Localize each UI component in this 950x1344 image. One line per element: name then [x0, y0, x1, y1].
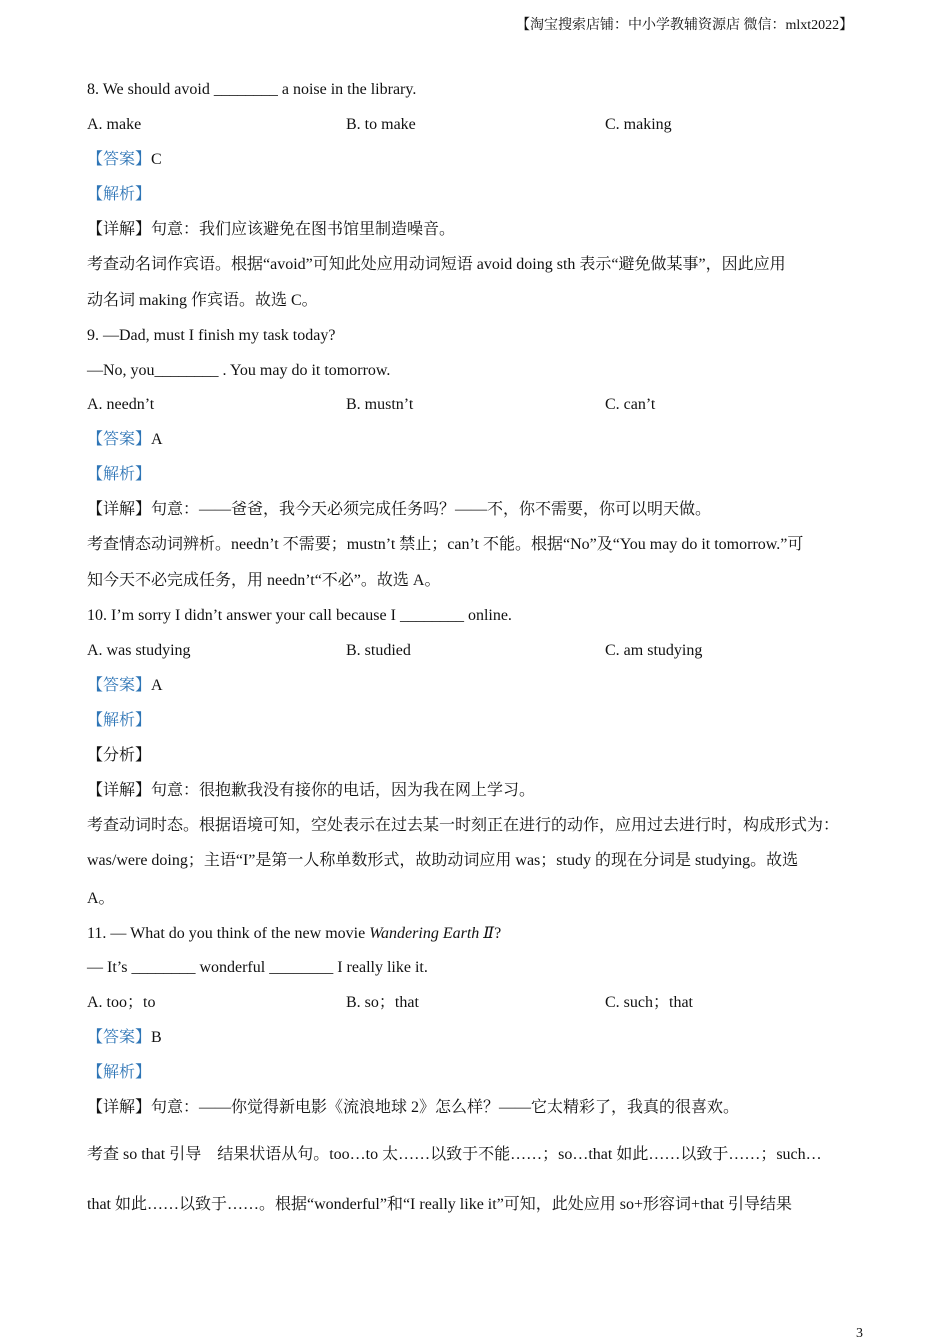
- detail-tag: 【详解】: [87, 782, 152, 799]
- q8-detail: [87, 219, 455, 241]
- q10-answer-value: A: [151, 677, 163, 694]
- q10-explain-line-1: 考查动词时态。根据语境可知，空处表示在过去某一时刻正在进行的动作，应用过去进行时，构成形式为：: [87, 817, 840, 834]
- q10-detail: [87, 780, 535, 802]
- q9-answer-value: A: [151, 431, 163, 448]
- q10-explain-line-2: was/were doing；主语“I”是第一人称单数形式，故助动词应用 was；study 的现在分词是 studying。故选: [87, 852, 799, 869]
- detail-tag: 【详解】: [87, 501, 152, 518]
- detail-tag: 【详解】: [87, 1099, 152, 1116]
- q9-analysis-tag: [87, 464, 151, 486]
- q9-detail-text: 句意：——爸爸，我今天必须完成任务吗？——不，你不需要，你可以明天做。: [151, 501, 712, 518]
- q9-option-a: A. needn’t: [87, 396, 155, 413]
- q10-answer: [87, 675, 163, 697]
- q8-detail-text: 句意：我们应该避免在图书馆里制造噪音。: [151, 221, 456, 238]
- q11-detail-text: 句意：——你觉得新电影《流浪地球 2》怎么样？——它太精彩了，我真的很喜欢。: [151, 1099, 740, 1116]
- q8-explain-line-2: 动名词 making 作宾语。故选 C。: [87, 292, 318, 309]
- analysis-tag: 【解析】: [87, 1064, 152, 1081]
- question-11-stem-1: [87, 923, 501, 945]
- q8-answer-value: C: [151, 151, 162, 168]
- q8-answer: [87, 149, 162, 171]
- analysis-tag: 【解析】: [87, 466, 152, 483]
- q11-stem-pre: 11. — What do you think of the new movie: [87, 925, 370, 942]
- q10-explain-line-3: A。: [87, 890, 115, 907]
- q11-option-b: B. so；that: [346, 994, 419, 1011]
- answer-tag: 【答案】: [87, 151, 152, 168]
- detail-tag: 【详解】: [87, 221, 152, 238]
- q10-fenxi-tag: 【分析】: [87, 747, 152, 764]
- q11-answer-value: B: [151, 1029, 162, 1046]
- question-9-stem-1: 9. —Dad, must I finish my task today?: [87, 327, 336, 344]
- q10-analysis-tag: [87, 710, 151, 732]
- q8-option-c: C. making: [605, 116, 672, 133]
- q10-option-b: B. studied: [346, 642, 411, 659]
- q11-answer: [87, 1027, 162, 1049]
- q9-explain-line-2: 知今天不必完成任务，用 needn’t“不必”。故选 A。: [87, 572, 441, 589]
- q8-option-b: B. to make: [346, 116, 416, 133]
- q9-detail: [87, 499, 711, 521]
- answer-tag: 【答案】: [87, 677, 152, 694]
- q8-analysis-tag: [87, 184, 151, 206]
- answer-tag: 【答案】: [87, 1029, 152, 1046]
- q11-movie-title: Wandering Earth Ⅱ: [369, 925, 495, 942]
- question-8-stem: 8. We should avoid ________ a noise in the library.: [87, 81, 417, 98]
- question-10-stem: 10. I’m sorry I didn’t answer your call because I ________ online.: [87, 607, 512, 624]
- answer-tag: 【答案】: [87, 431, 152, 448]
- q10-option-a: A. was studying: [87, 642, 191, 659]
- analysis-tag: 【解析】: [87, 712, 152, 729]
- q11-detail: [87, 1097, 739, 1119]
- q9-explain-line-1: 考查情态动词辨析。needn’t 不需要；mustn’t 禁止；can’t 不能。根据“No”及“You may do it tomorrow.”可: [87, 536, 804, 553]
- page-header: 【淘宝搜索店铺：中小学教辅资源店 微信：mlxt2022】: [516, 18, 854, 33]
- q8-option-a: A. make: [87, 116, 142, 133]
- q11-explain-line-2: that 如此……以致于……。根据“wonderful”和“I really like it”可知，此处应用 so+形容词+that 引导结果: [87, 1196, 793, 1213]
- q9-answer: [87, 429, 163, 451]
- q11-explain-line-1: 考查 so that 引导 结果状语从句。too…to 太……以致于不能……；so…that 如此……以致于……；such…: [87, 1146, 822, 1163]
- page-number: 3: [856, 1326, 863, 1341]
- question-9-stem-2: —No, you________ . You may do it tomorrow.: [87, 362, 391, 379]
- q9-option-c: C. can’t: [605, 396, 656, 413]
- q10-detail-text: 句意：很抱歉我没有接你的电话，因为我在网上学习。: [151, 782, 536, 799]
- q11-option-c: C. such；that: [605, 994, 693, 1011]
- q8-explain-line-1: 考查动名词作宾语。根据“avoid”可知此处应用动词短语 avoid doing sth 表示“避免做某事”，因此应用: [87, 256, 786, 273]
- q11-stem-post: ?: [494, 925, 502, 942]
- q11-option-a: A. too；to: [87, 994, 156, 1011]
- q10-option-c: C. am studying: [605, 642, 703, 659]
- analysis-tag: 【解析】: [87, 186, 152, 203]
- q9-option-b: B. mustn’t: [346, 396, 414, 413]
- question-11-stem-2: — It’s ________ wonderful ________ I really like it.: [87, 959, 428, 976]
- q11-analysis-tag: [87, 1062, 151, 1084]
